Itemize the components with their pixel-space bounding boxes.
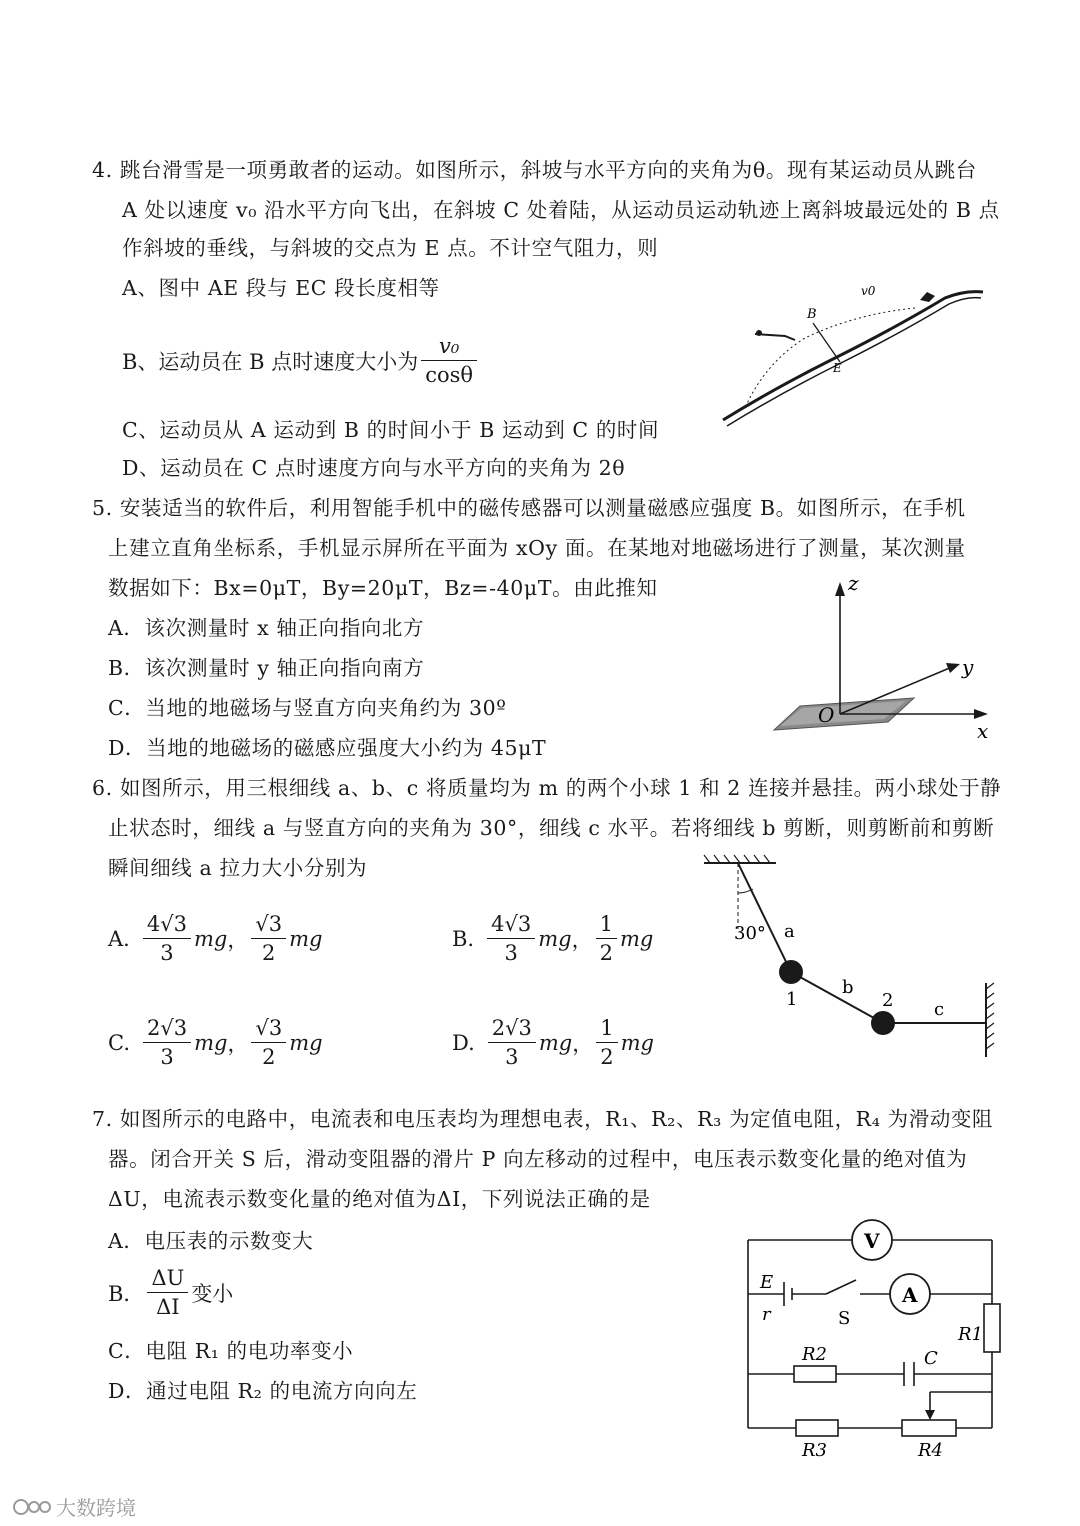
- q6-stem-line3: 瞬间细线 a 拉力大小分别为: [108, 856, 368, 880]
- q5-option-a: A．该次测量时 x 轴正向指向北方: [108, 616, 425, 640]
- q4-option-b-text: B、运动员在 B 点时速度大小为: [122, 349, 419, 374]
- ski-label-v0: v0: [861, 284, 876, 298]
- ball-2: [871, 1011, 895, 1035]
- q5-stem-line3: 数据如下：Bx=0μT，By=20μT，Bz=-40μT。由此推知: [108, 576, 658, 600]
- q7-stem-line2: 器。闭合开关 S 后，滑动变阻器的滑片 P 向左移动的过程中，电压表示数变化量的绝对值为: [108, 1147, 968, 1171]
- origin-label: O: [818, 703, 835, 727]
- switch-label: S: [838, 1308, 851, 1329]
- q6-option-a: A. $\frac{4√3}{3}$ mg ， $\frac{√3}{2}$ mg: [108, 912, 323, 965]
- q6-option-b: B. $\frac{4√3}{3}$ mg ， $\frac{1}{2}$ mg: [452, 912, 654, 965]
- q6-option-c: C. $\frac{2√3}{3}$ mg ， $\frac{√3}{2}$ mg: [108, 1016, 323, 1069]
- r3-label: R3: [802, 1440, 828, 1461]
- circuit-figure: [740, 1212, 1000, 1462]
- string-c-label: c: [934, 999, 945, 1020]
- q7-option-a: A．电压表的示数变大: [108, 1229, 314, 1253]
- q7-stem-line3: ΔU，电流表示数变化量的绝对值为ΔI，下列说法正确的是: [108, 1187, 651, 1211]
- hanging-balls-figure: [700, 855, 1000, 1065]
- q4-stem-line3: 作斜坡的垂线，与斜坡的交点为 E 点。不计空气阻力，则: [122, 236, 659, 260]
- ball-1-label: 1: [786, 989, 798, 1010]
- q4-option-b-fraction: $\frac{\text{v₀}}{\cos\theta}$: [421, 334, 477, 387]
- ammeter-label: A: [902, 1283, 918, 1307]
- angle-label: 30°: [734, 923, 766, 944]
- ball-2-label: 2: [882, 990, 894, 1011]
- watermark-text: 大数跨境: [56, 1496, 136, 1520]
- capacitor-label: C: [924, 1348, 938, 1369]
- q6-stem-line2: 止状态时，细线 a 与竖直方向的夹角为 30°，细线 c 水平。若将细线 b 剪断，则剪断前和剪断: [108, 816, 995, 840]
- q4-option-c: C、运动员从 A 运动到 B 的时间小于 B 运动到 C 的时间: [122, 418, 660, 442]
- q5-option-d: D．当地的地磁场的磁感应强度大小约为 45μT: [108, 736, 547, 760]
- r1-label: R1: [958, 1324, 984, 1345]
- emf-label: E: [760, 1272, 774, 1293]
- watermark: [12, 1492, 136, 1521]
- q7-option-d: D．通过电阻 R₂ 的电流方向向左: [108, 1379, 418, 1403]
- axis-z-label: z: [848, 571, 859, 595]
- string-a-label: a: [784, 921, 795, 942]
- q4-stem-line2: A 处以速度 v₀ 沿水平方向飞出，在斜坡 C 处着陆，从运动员运动轨迹上离斜坡最远处的 B 点: [122, 198, 1000, 222]
- axis-y-label: y: [962, 655, 974, 679]
- q5-option-c: C．当地的地磁场与竖直方向夹角约为 30º: [108, 696, 507, 720]
- internal-resistance-label: r: [762, 1304, 771, 1325]
- q5-stem-line1: 5. 安装适当的软件后，利用智能手机中的磁传感器可以测量磁感应强度 B。如图所示，在手机: [92, 496, 966, 520]
- ski-jump-figure: [715, 278, 990, 433]
- q6-stem-line1: 6. 如图所示，用三根细线 a、b、c 将质量均为 m 的两个小球 1 和 2 连接并悬挂。两小球处于静: [92, 776, 1002, 800]
- r2-label: R2: [802, 1344, 828, 1365]
- q7-option-b: B． $\frac{\Delta U}{\Delta I}$ 变小: [108, 1266, 234, 1319]
- q4-option-a: A、图中 AE 段与 EC 段长度相等: [122, 276, 440, 300]
- voltmeter-label: V: [864, 1229, 880, 1253]
- string-b-label: b: [842, 977, 854, 998]
- q6-option-d: D. $\frac{2√3}{3}$ mg ， $\frac{1}{2}$ mg: [452, 1016, 654, 1069]
- q5-option-b: B．该次测量时 y 轴正向指向南方: [108, 656, 425, 680]
- q4-option-b: [122, 334, 480, 387]
- q4-option-d: D、运动员在 C 点时速度方向与水平方向的夹角为 2θ: [122, 456, 626, 480]
- ball-1: [779, 960, 803, 984]
- ski-label-e: E: [833, 361, 842, 375]
- q5-stem-line2: 上建立直角坐标系，手机显示屏所在平面为 xOy 面。在某地对地磁场进行了测量，某次测量: [108, 536, 966, 560]
- phone-axes-figure: [770, 570, 995, 750]
- r4-label: R4: [918, 1440, 944, 1461]
- axis-x-label: x: [977, 719, 989, 743]
- ski-label-b: B: [807, 307, 817, 322]
- watermark-logo-icon: [12, 1497, 52, 1517]
- q7-option-c: C．电阻 R₁ 的电功率变小: [108, 1339, 354, 1363]
- q4-stem-line1: 4. 跳台滑雪是一项勇敢者的运动。如图所示，斜坡与水平方向的夹角为θ。现有某运动员从跳台: [92, 158, 977, 182]
- q7-stem-line1: 7. 如图所示的电路中，电流表和电压表均为理想电表，R₁、R₂、R₃ 为定值电阻，R₄ 为滑动变阻: [92, 1107, 994, 1131]
